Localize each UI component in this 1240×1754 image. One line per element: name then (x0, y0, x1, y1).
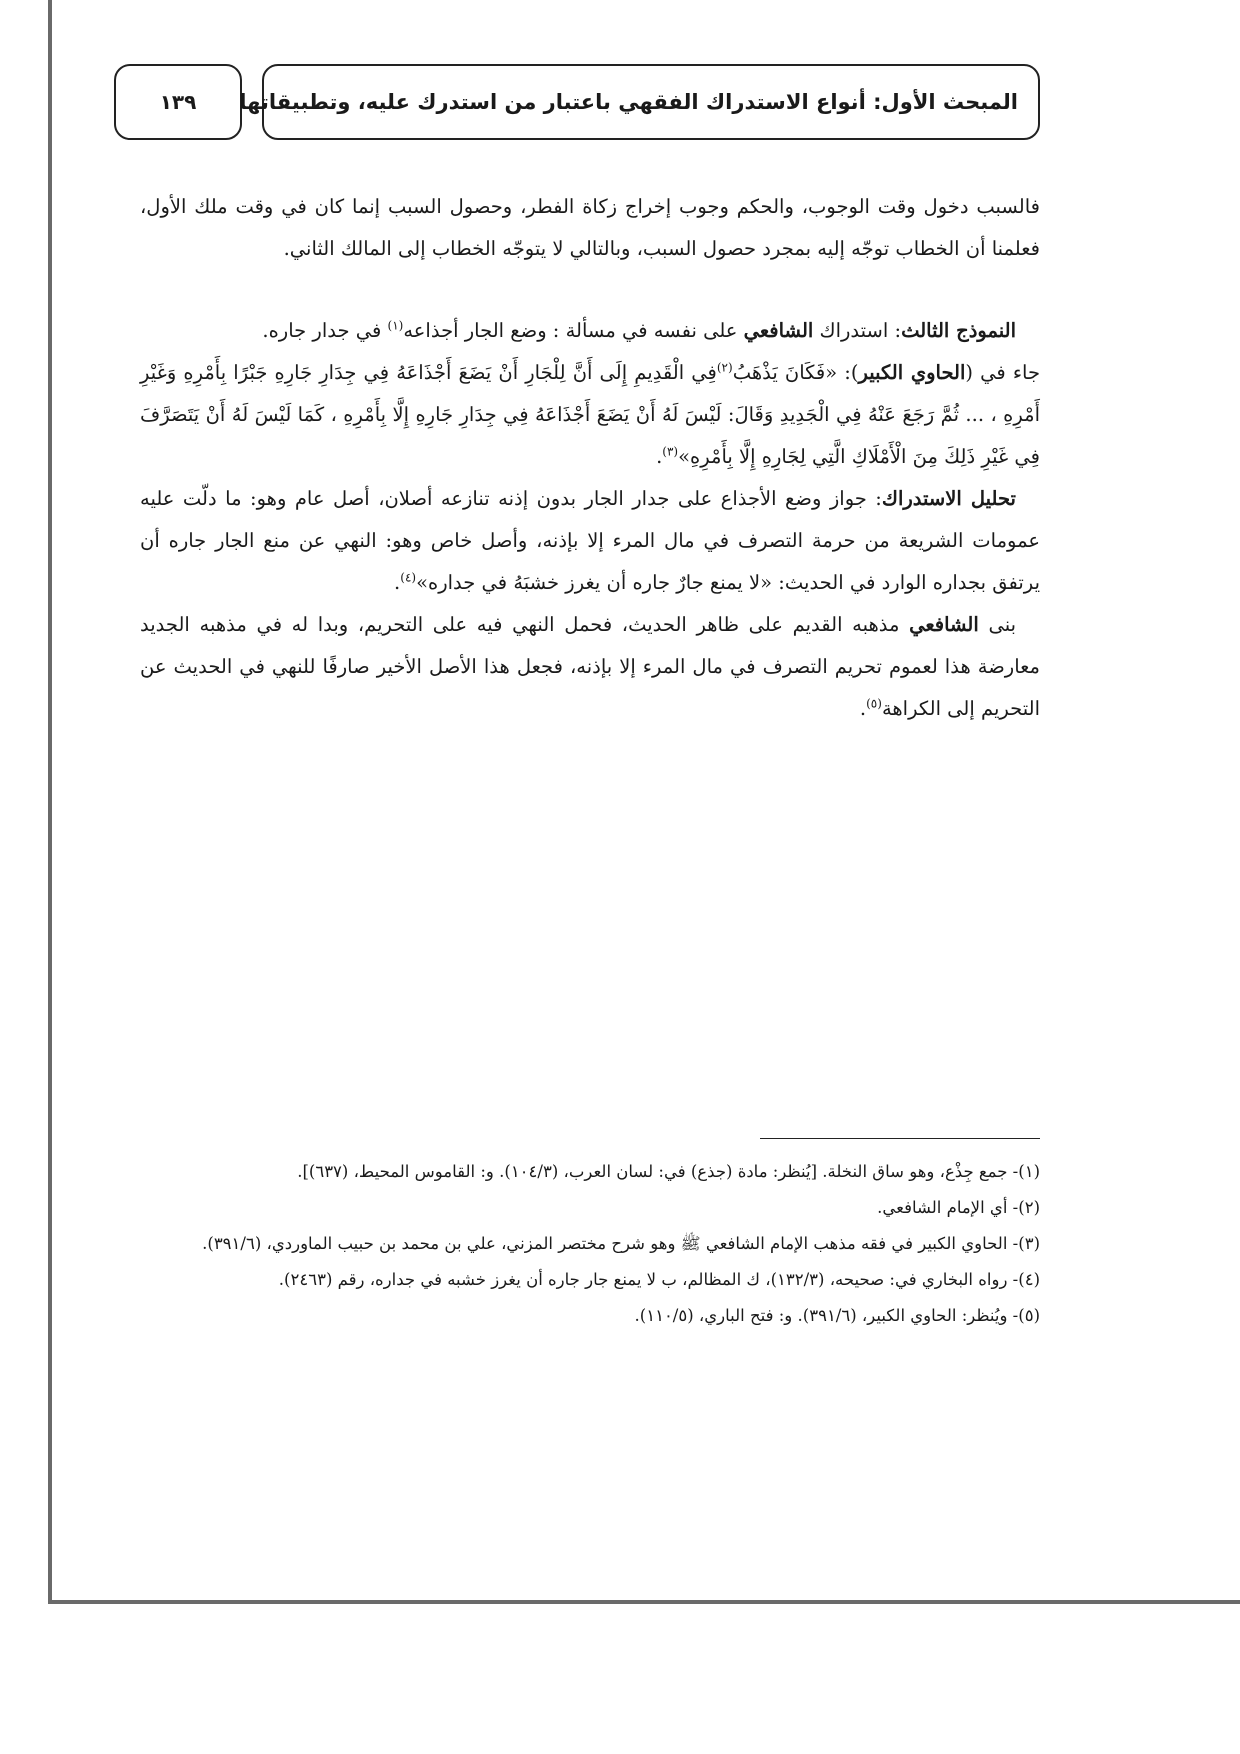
footnote-ref-4: (٤) (400, 570, 417, 585)
model-3-label: النموذج الثالث (901, 319, 1016, 342)
footnote-ref-3: (٣) (662, 444, 679, 459)
quote-text-c: فِي الْقَدِيمِ إِلَى أَنَّ لِلْجَارِ أَنْ يَضَعَ أَجْذَاعَهُ فِي جِدَارِ جَارِهِ جَبْرًا بِأَمْرِهِ وَغَيْرِ أَمْرِهِ ، ... ثُمَّ رَجَعَ عَنْهُ فِي الْجَدِيدِ وَقَالَ: لَيْسَ لَهُ أَنْ يَضَعَ أَجْذَاعَهُ فِي جِدَارِ جَارِهِ إِلَّا بِأَمْرِهِ ، كَمَا لَيْسَ لَهُ أَنْ يَتَصَرَّفَ فِي غَيْرِ ذَلِكَ مِنَ الْأَمْلَاكِ الَّتِي لِجَارِهِ إِلَّا بِأَمْرِهِ» (140, 361, 1040, 468)
quote-text-a: جاء في ( (965, 361, 1041, 384)
footnote-5: (٥)- ويُنظر: الحاوي الكبير، (٣٩١/٦). و: فتح الباري، (١١٠/٥). (634, 1306, 1040, 1325)
analysis-label: تحليل الاستدراك (881, 487, 1016, 510)
paragraph-conclusion (140, 604, 1040, 730)
quote-end: . (656, 445, 663, 468)
footnote-separator (760, 1138, 1040, 1139)
footnote-1: (١)- جمع جِذْع، وهو ساق النخلة. [يُنظر: مادة (جذع) في: لسان العرب، (١٠٤/٣). و: القاموس المحيط، (٦٣٧)]. (297, 1162, 1040, 1181)
footnotes (140, 1154, 1040, 1334)
paragraph-1 (140, 186, 1040, 270)
running-header-title: المبحث الأول: أنواع الاستدراك الفقهي باعتبار من استدرك عليه، وتطبيقاتها (239, 90, 1018, 114)
page-number: ١٣٩ (159, 90, 197, 114)
model-3-scholar-name: الشافعي (743, 319, 814, 342)
paragraph-quote (140, 352, 1040, 478)
paragraph-model-3 (140, 310, 1040, 352)
footnote-ref-1: (١) (387, 318, 404, 333)
footnote-3: (٣)- الحاوي الكبير في فقه مذهب الإمام الشافعي ﷺ وهو شرح مختصر المزني، علي بن محمد بن حبيب الماوردي، (٣٩١/٦). (202, 1234, 1040, 1253)
conclusion-text-a: بنى (978, 613, 1017, 636)
main-text (140, 186, 1040, 730)
quote-book-title: الحاوي الكبير (858, 361, 966, 384)
analysis-end: . (394, 571, 401, 594)
footnote-ref-5: (٥) (866, 696, 882, 711)
footnote-4: (٤)- رواه البخاري في: صحيحه، (١٣٢/٣)، ك المظالم، ب لا يمنع جار جاره أن يغرز خشبه في جداره، رقم (٢٤٦٣). (278, 1270, 1040, 1289)
quote-text-b: ): «فَكَانَ يَذْهَبُ (732, 361, 859, 384)
model-3-text-b: على نفسه في مسألة : وضع الجار أجذاعه (403, 319, 744, 342)
model-3-text-a: : استدراك (813, 319, 902, 342)
footnote-2: (٢)- أي الإمام الشافعي. (877, 1198, 1040, 1217)
conclusion-scholar-name: الشافعي (909, 613, 979, 636)
footnote-ref-2: (٢) (716, 360, 733, 375)
paragraph-1-text: فالسبب دخول وقت الوجوب، والحكم وجوب إخراج زكاة الفطر، وحصول السبب إنما كان في وقت ملك الأول، فعلمنا أن الخطاب توجّه إليه بمجرد حصول السبب، وبالتالي لا يتوجّه الخطاب إلى المالك الثاني. (140, 195, 1040, 260)
model-3-text-c: في جدار جاره. (262, 319, 388, 342)
conclusion-end: . (859, 697, 867, 720)
page-number-box (114, 64, 242, 140)
conclusion-text-b: مذهبه القديم على ظاهر الحديث، فحمل النهي فيه على التحريم، وبدا له في مذهبه الجديد معارضة هذا لعموم تحريم التصرف في مال المرء إلا بإذنه، فجعل هذا الأصل الأخير صارفًا للنهي في الحديث عن التحريم إلى الكراهة (140, 613, 1040, 720)
running-header-box (239, 64, 1040, 140)
paragraph-analysis (140, 478, 1040, 604)
analysis-text: : جواز وضع الأجذاع على جدار الجار بدون إذنه تنازعه أصلان، أصل عام وهو: ما دلّت عليه عمومات الشريعة من حرمة التصرف في مال المرء إلا بإذنه، وأصل خاص وهو: النهي عن منع الجار جاره أن يرتفق بجداره الوارد في الحديث: «لا يمنع جارٌ جاره أن يغرز خشبَهُ في جداره» (140, 487, 1040, 594)
